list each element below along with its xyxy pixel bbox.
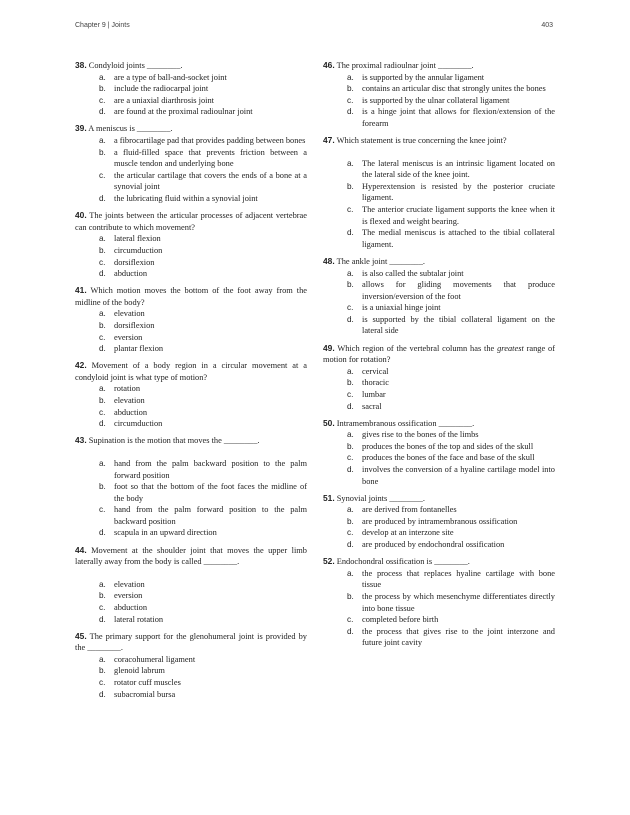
answer-option xyxy=(75,83,307,95)
option-text: are a type of ball-and-socket joint xyxy=(114,72,227,82)
question-number: 42. xyxy=(75,360,87,371)
answer-option xyxy=(323,95,555,107)
option-text: are produced by intramembranous ossification xyxy=(362,516,518,526)
option-text: lumbar xyxy=(362,389,386,399)
option-text: rotation xyxy=(114,384,141,394)
option-letter: b. xyxy=(347,441,354,451)
question-40 xyxy=(75,210,307,280)
option-letter: b. xyxy=(347,378,354,388)
answer-options xyxy=(323,366,555,412)
question-stem xyxy=(323,343,555,366)
question-text: A meniscus is ________. xyxy=(88,124,173,134)
question-stem xyxy=(75,360,307,383)
option-letter: a. xyxy=(347,72,354,82)
answer-option xyxy=(75,233,307,245)
question-stem xyxy=(75,631,307,654)
answer-option xyxy=(323,504,555,516)
answer-option xyxy=(75,677,307,689)
answer-option xyxy=(75,106,307,118)
option-letter: c. xyxy=(347,615,354,625)
question-number: 51. xyxy=(323,492,335,503)
option-text: is a hinge joint that allows for flexion/extension of the forearm xyxy=(362,107,555,128)
question-44 xyxy=(75,545,307,626)
answer-option xyxy=(323,83,555,95)
option-letter: c. xyxy=(99,678,106,687)
answer-options xyxy=(75,135,307,205)
answer-options xyxy=(323,504,555,550)
answer-option xyxy=(323,539,555,551)
answer-option xyxy=(75,579,307,591)
answer-option xyxy=(75,527,307,539)
answer-options xyxy=(75,308,307,354)
option-letter: d. xyxy=(347,314,354,324)
answer-option xyxy=(75,614,307,626)
option-letter: a. xyxy=(99,654,106,664)
answer-option xyxy=(75,147,307,170)
question-stem xyxy=(75,210,307,233)
option-letter: d. xyxy=(99,107,106,117)
option-text: glenoid labrum xyxy=(114,666,165,676)
option-text: The lateral meniscus is an intrinsic ligament located on the lateral side of the knee joint. xyxy=(362,158,555,180)
answer-option xyxy=(323,516,555,528)
option-letter: c. xyxy=(99,407,106,417)
question-39 xyxy=(75,123,307,204)
question-42 xyxy=(75,360,307,430)
answer-option xyxy=(323,452,555,464)
answer-option xyxy=(75,665,307,677)
option-letter: c. xyxy=(99,505,106,515)
answer-option xyxy=(75,343,307,355)
answer-option xyxy=(323,591,555,614)
answer-option xyxy=(323,568,555,591)
option-text: include the radiocarpal joint xyxy=(114,84,209,94)
option-text: rotator cuff muscles xyxy=(114,678,181,687)
option-text: eversion xyxy=(114,332,143,342)
answer-option xyxy=(323,401,555,413)
option-text: hand from the palm backward position to the palm forward position xyxy=(114,458,307,480)
answer-option xyxy=(75,418,307,430)
option-letter: b. xyxy=(347,591,354,601)
question-number: 47. xyxy=(323,135,335,146)
option-letter: a. xyxy=(99,309,106,319)
option-letter: c. xyxy=(99,257,106,267)
answer-options xyxy=(75,233,307,279)
question-text: The proximal radioulnar joint ________. xyxy=(336,61,474,70)
answer-option xyxy=(323,626,555,649)
question-stem xyxy=(75,545,307,579)
question-46 xyxy=(323,60,555,130)
page-header xyxy=(75,22,553,36)
answer-option xyxy=(75,72,307,84)
question-52 xyxy=(323,556,555,649)
answer-option xyxy=(323,441,555,453)
answer-options xyxy=(323,158,555,251)
option-text: are derived from fontanelles xyxy=(362,505,457,515)
question-number: 41. xyxy=(75,285,87,296)
option-text: the articular cartilage that covers the ends of a bone at a synovial joint xyxy=(114,170,307,192)
option-letter: b. xyxy=(347,84,354,94)
option-letter: d. xyxy=(347,465,354,474)
answer-options xyxy=(323,268,555,338)
answer-option xyxy=(323,158,555,181)
right-column xyxy=(323,60,555,654)
option-text: a fluid-filled space that prevents friction between a muscle tendon and underlying bone xyxy=(114,147,307,169)
question-51 xyxy=(323,493,555,551)
answer-option xyxy=(323,106,555,129)
option-text: scapula in an upward direction xyxy=(114,528,217,538)
answer-option xyxy=(75,602,307,614)
option-letter: d. xyxy=(99,689,106,699)
answer-option xyxy=(75,383,307,395)
option-letter: b. xyxy=(99,666,106,676)
question-text: Which statement is true concerning the knee joint? xyxy=(336,136,507,146)
answer-option xyxy=(323,204,555,227)
option-letter: a. xyxy=(99,136,106,146)
option-text: circumduction xyxy=(114,245,163,255)
option-text: the process that replaces hyaline cartilage with bone tissue xyxy=(362,568,555,590)
question-number: 46. xyxy=(323,60,335,70)
answer-option xyxy=(75,458,307,481)
option-text: develop at an interzone site xyxy=(362,528,454,538)
answer-option xyxy=(323,279,555,302)
answer-option xyxy=(75,193,307,205)
option-text: a fibrocartilage pad that provides padding between bones xyxy=(114,136,306,146)
option-letter: c. xyxy=(99,602,106,612)
option-letter: a. xyxy=(99,384,106,394)
answer-option xyxy=(75,407,307,419)
question-text: Movement at the shoulder joint that moves the upper limb laterally away from the body is called ________. xyxy=(75,545,307,567)
question-stem xyxy=(323,556,555,568)
option-text: Hyperextension is resisted by the posterior cruciate ligament. xyxy=(362,181,555,203)
answer-option xyxy=(75,268,307,280)
answer-options xyxy=(75,654,307,700)
option-text: the process that gives rise to the joint interzone and future joint cavity xyxy=(362,626,555,648)
option-text: circumduction xyxy=(114,419,163,429)
answer-options xyxy=(323,72,555,130)
question-text: Which motion moves the bottom of the foot away from the midline of the body? xyxy=(75,286,307,307)
answer-option xyxy=(75,504,307,527)
option-letter: a. xyxy=(99,579,106,589)
chapter-title: Chapter 9 | Joints xyxy=(75,22,130,29)
answer-option xyxy=(323,302,555,314)
question-47 xyxy=(323,135,555,250)
option-text: elevation xyxy=(114,579,145,589)
option-text: coracohumeral ligament xyxy=(114,654,196,664)
answer-option xyxy=(323,227,555,250)
question-text: The joints between the articular processes of adjacent vertebrae can contribute to which movement? xyxy=(75,211,307,232)
option-letter: a. xyxy=(347,430,354,440)
question-text-start: Which region of the vertebral column has the xyxy=(337,343,498,353)
question-text: The ankle joint ________. xyxy=(336,256,425,266)
option-text: abduction xyxy=(114,269,148,279)
option-letter: b. xyxy=(347,516,354,526)
option-text: is supported by the ulnar collateral ligament xyxy=(362,95,510,105)
option-text: abduction xyxy=(114,602,148,612)
question-48 xyxy=(323,256,555,337)
option-text: completed before birth xyxy=(362,615,439,625)
answer-option xyxy=(323,614,555,626)
option-letter: d. xyxy=(99,614,106,624)
answer-option xyxy=(323,429,555,441)
answer-option xyxy=(75,245,307,257)
option-letter: c. xyxy=(347,389,354,399)
option-letter: d. xyxy=(99,344,106,354)
option-letter: a. xyxy=(347,158,354,168)
option-letter: b. xyxy=(99,147,106,157)
option-text: is also called the subtalar joint xyxy=(362,268,464,278)
question-38 xyxy=(75,60,307,118)
option-text: plantar flexion xyxy=(114,344,164,354)
question-stem xyxy=(323,135,555,158)
answer-options xyxy=(75,383,307,429)
answer-options xyxy=(75,458,307,539)
question-text: Intramembranous ossification ________. xyxy=(336,418,475,428)
option-text: dorsiflexion xyxy=(114,257,155,267)
option-text: involves the conversion of a hyaline cartilage model into bone xyxy=(362,465,555,486)
question-number: 43. xyxy=(75,435,87,446)
answer-option xyxy=(75,257,307,269)
answer-option xyxy=(323,314,555,337)
question-41 xyxy=(75,285,307,355)
option-text: thoracic xyxy=(362,378,389,388)
option-letter: a. xyxy=(347,366,354,376)
question-stem xyxy=(323,60,555,72)
answer-option xyxy=(75,332,307,344)
option-letter: d. xyxy=(347,540,354,550)
option-text: is supported by the tibial collateral ligament on the lateral side xyxy=(362,314,555,336)
answer-option xyxy=(323,464,555,487)
option-text: are a uniaxial diarthrosis joint xyxy=(114,95,215,105)
answer-option xyxy=(75,170,307,193)
option-letter: d. xyxy=(99,194,106,204)
option-text: foot so that the bottom of the foot faces the midline of the body xyxy=(114,482,307,503)
option-text: is supported by the annular ligament xyxy=(362,72,485,82)
option-letter: c. xyxy=(99,95,106,105)
answer-option xyxy=(323,268,555,280)
question-43 xyxy=(75,435,307,539)
option-text: elevation xyxy=(114,309,145,319)
answer-option xyxy=(75,689,307,701)
option-letter: b. xyxy=(99,591,106,601)
option-text: sacral xyxy=(362,401,382,411)
answer-options xyxy=(75,579,307,625)
question-number: 50. xyxy=(323,417,335,428)
option-text: lateral rotation xyxy=(114,614,164,624)
answer-option xyxy=(75,308,307,320)
option-letter: c. xyxy=(347,205,354,215)
page-number: 403 xyxy=(541,22,553,29)
question-text: Movement of a body region in a circular movement at a condyloid joint is what type of motion? xyxy=(75,361,307,382)
question-stem xyxy=(75,60,307,72)
answer-option xyxy=(75,95,307,107)
question-number: 38. xyxy=(75,60,87,70)
option-letter: b. xyxy=(99,482,106,492)
question-text: Synovial joints ________. xyxy=(336,493,425,503)
answer-option xyxy=(323,389,555,401)
question-number: 40. xyxy=(75,210,87,221)
option-letter: d. xyxy=(99,269,106,279)
question-50 xyxy=(323,418,555,488)
answer-options xyxy=(323,429,555,487)
option-letter: a. xyxy=(347,505,354,515)
answer-option xyxy=(323,181,555,204)
answer-option xyxy=(75,481,307,504)
option-text: eversion xyxy=(114,591,143,601)
option-text: abduction xyxy=(114,407,148,417)
answer-option xyxy=(75,590,307,602)
question-stem xyxy=(323,256,555,268)
option-text: are found at the proximal radioulnar joint xyxy=(114,107,253,117)
option-text: produces the bones of the top and sides of the skull xyxy=(362,441,534,451)
option-text: the process by which mesenchyme differentiates directly into bone tissue xyxy=(362,591,555,613)
option-letter: a. xyxy=(347,268,354,278)
option-letter: c. xyxy=(99,170,106,180)
question-number: 39. xyxy=(75,123,87,134)
question-number: 49. xyxy=(323,342,335,353)
option-text: the lubricating fluid within a synovial joint xyxy=(114,194,258,204)
question-number: 44. xyxy=(75,544,87,555)
option-letter: a. xyxy=(347,568,354,578)
answer-option xyxy=(75,654,307,666)
option-letter: d. xyxy=(347,401,354,411)
option-letter: b. xyxy=(347,181,354,191)
option-text: cervical xyxy=(362,366,389,376)
question-number: 45. xyxy=(75,630,87,641)
option-letter: a. xyxy=(99,234,106,244)
question-text: The primary support for the glenohumeral joint is provided by the ________. xyxy=(75,631,307,653)
answer-options xyxy=(323,568,555,649)
question-text: Endochondral ossification is ________. xyxy=(336,557,470,567)
option-text: are produced by endochondral ossification xyxy=(362,540,505,550)
question-stem xyxy=(323,493,555,505)
option-letter: d. xyxy=(347,228,354,238)
answer-option xyxy=(75,395,307,407)
option-letter: c. xyxy=(347,95,354,105)
option-text: lateral flexion xyxy=(114,234,161,244)
option-text: elevation xyxy=(114,396,145,406)
option-letter: b. xyxy=(99,245,106,255)
option-letter: a. xyxy=(99,72,106,82)
option-letter: d. xyxy=(99,528,106,538)
question-number: 48. xyxy=(323,255,335,266)
question-49 xyxy=(323,343,555,413)
option-text: contains an articular disc that strongly unites the bones xyxy=(362,84,546,94)
option-text: hand from the palm forward position to the palm backward position xyxy=(114,505,307,526)
option-letter: d. xyxy=(99,419,106,429)
option-letter: c. xyxy=(347,528,354,538)
option-letter: b. xyxy=(99,320,106,330)
option-letter: c. xyxy=(99,332,106,342)
answer-option xyxy=(75,135,307,147)
question-stem xyxy=(75,285,307,308)
question-text: Condyloid joints ________. xyxy=(88,61,183,70)
question-stem xyxy=(323,418,555,430)
question-stem xyxy=(75,435,307,458)
option-letter: a. xyxy=(99,458,106,468)
option-text: produces the bones of the face and base of the skull xyxy=(362,453,535,463)
option-letter: b. xyxy=(99,396,106,406)
option-letter: c. xyxy=(347,303,354,313)
question-text: Supination is the motion that moves the ________. xyxy=(88,436,260,446)
option-text: dorsiflexion xyxy=(114,320,155,330)
option-letter: b. xyxy=(347,280,354,290)
question-stem xyxy=(75,123,307,135)
question-text-end: range of motion for rotation? xyxy=(323,343,555,365)
option-text: allows for gliding movements that produce inversion/eversion of the foot xyxy=(362,280,555,301)
answer-option xyxy=(323,377,555,389)
left-column xyxy=(75,60,307,706)
option-letter: c. xyxy=(347,453,354,463)
answer-option xyxy=(75,320,307,332)
option-text: gives rise to the bones of the limbs xyxy=(362,430,479,440)
option-text: The anterior cruciate ligament supports the knee when it is flexed and weight bearing. xyxy=(362,205,555,226)
answer-option xyxy=(323,527,555,539)
answer-option xyxy=(323,366,555,378)
option-letter: d. xyxy=(347,107,354,117)
option-letter: b. xyxy=(99,84,106,94)
option-text: is a uniaxial hinge joint xyxy=(362,303,441,313)
emphasis-text: greatest xyxy=(497,343,524,353)
answer-options xyxy=(75,72,307,118)
question-number: 52. xyxy=(323,556,335,567)
question-45 xyxy=(75,631,307,701)
answer-option xyxy=(323,72,555,84)
option-text: The medial meniscus is attached to the tibial collateral ligament. xyxy=(362,228,555,249)
option-text: subacromial bursa xyxy=(114,689,176,699)
option-letter: d. xyxy=(347,626,354,636)
